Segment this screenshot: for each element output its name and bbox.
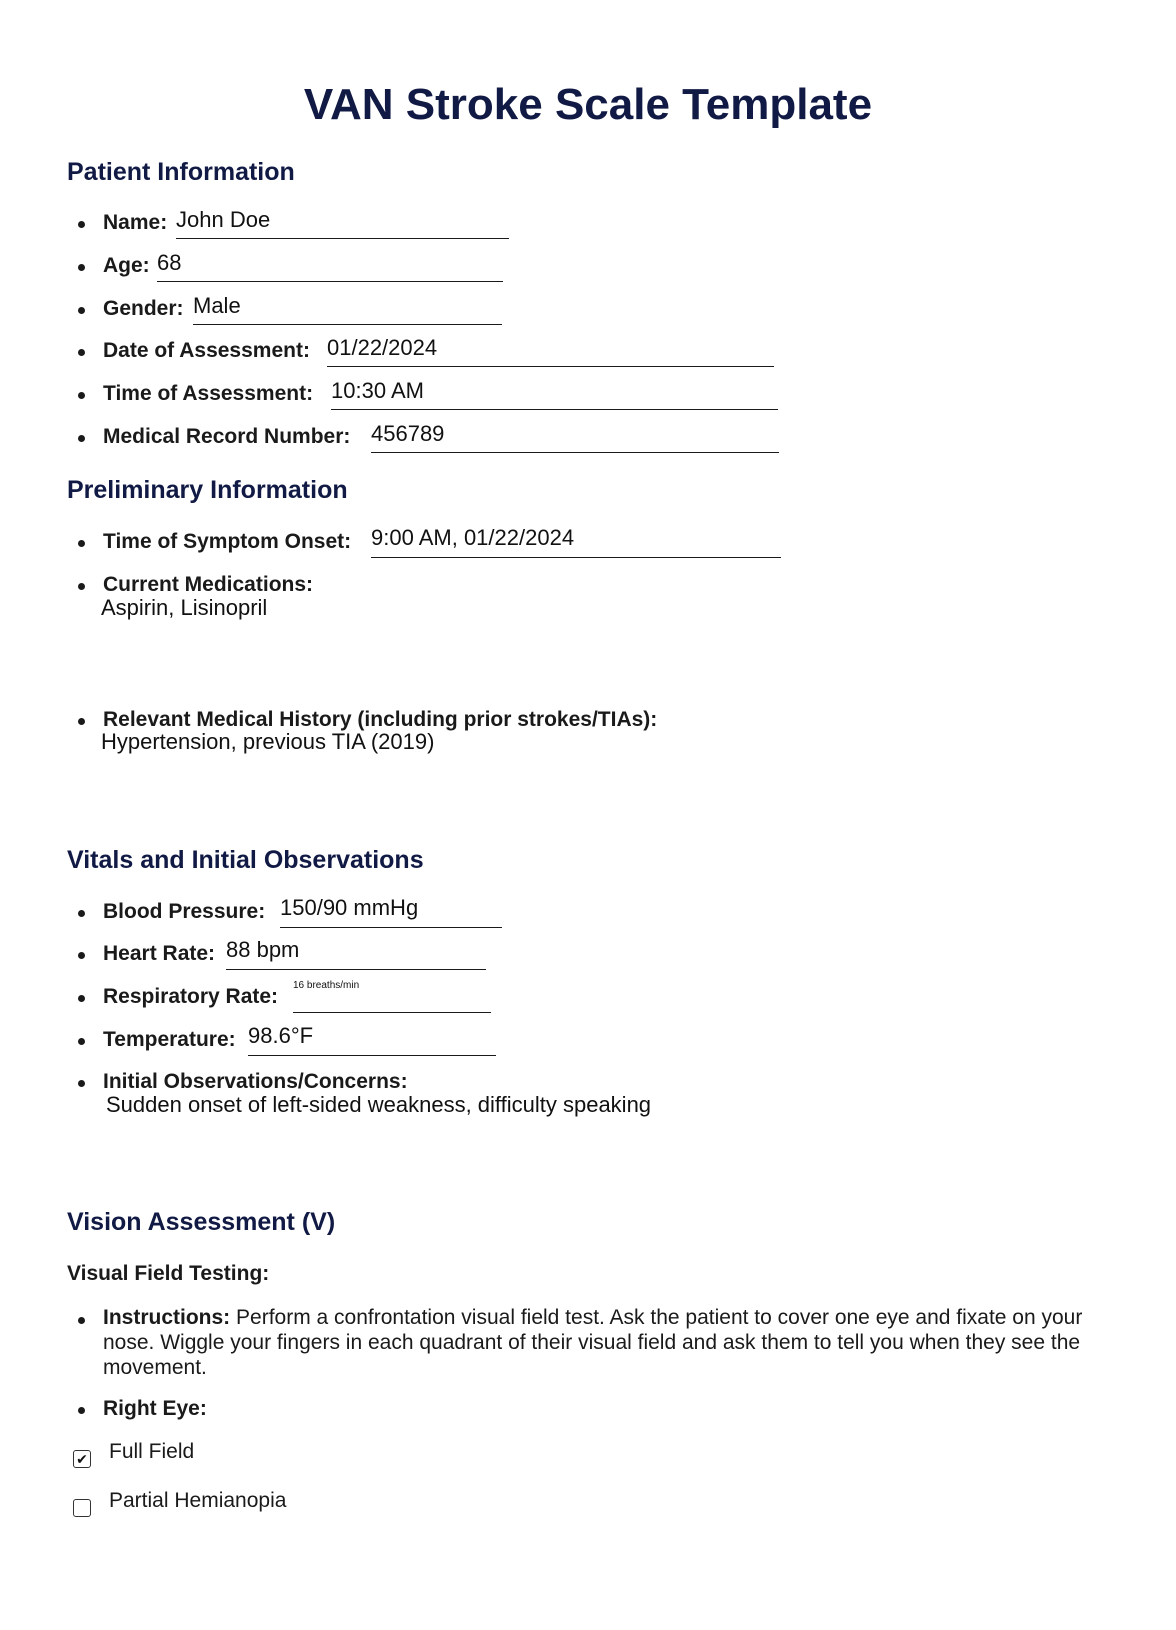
symptom-onset-field-value[interactable]: 9:00 AM, 01/22/2024 xyxy=(371,525,575,550)
medical-record-number-field-line[interactable] xyxy=(371,452,779,453)
bullet-icon xyxy=(78,435,85,442)
field-label: Gender: xyxy=(103,297,184,320)
respiratory-rate-field-value[interactable]: 16 breaths/min xyxy=(293,980,360,991)
medications-value[interactable]: Aspirin, Lisinopril xyxy=(101,595,268,620)
blood-pressure-field-line[interactable] xyxy=(280,927,502,928)
bullet-icon xyxy=(78,952,85,959)
heart-rate-field-line[interactable] xyxy=(226,969,486,970)
time-of-assessment-field-line[interactable] xyxy=(331,409,778,410)
bullet-icon xyxy=(78,1407,85,1414)
field-label: Relevant Medical History (including prior strokes/TIAs): xyxy=(103,708,658,731)
field-label: Medical Record Number: xyxy=(103,425,351,448)
field-label: Name: xyxy=(103,211,168,234)
field-label: Blood Pressure: xyxy=(103,900,266,923)
visual-field-testing-heading: Visual Field Testing: xyxy=(67,1262,270,1285)
section-heading-vision-assessment: Vision Assessment (V) xyxy=(67,1208,336,1236)
field-label: Respiratory Rate: xyxy=(103,985,279,1008)
bullet-icon xyxy=(78,1317,85,1324)
age-field-value[interactable]: 68 xyxy=(157,250,182,275)
temperature-field-value[interactable]: 98.6°F xyxy=(248,1023,314,1048)
bullet-icon xyxy=(78,392,85,399)
name-field-value[interactable]: John Doe xyxy=(176,207,271,232)
section-heading-vitals: Vitals and Initial Observations xyxy=(67,846,424,874)
partial-hemianopia-checkbox[interactable] xyxy=(73,1499,91,1517)
medical-history-value[interactable]: Hypertension, previous TIA (2019) xyxy=(101,729,435,754)
name-field-line[interactable] xyxy=(176,238,509,239)
blood-pressure-field-value[interactable]: 150/90 mmHg xyxy=(280,895,419,920)
section-heading-patient-information: Patient Information xyxy=(67,158,295,186)
section-heading-preliminary-information: Preliminary Information xyxy=(67,476,348,504)
bullet-icon xyxy=(78,1038,85,1045)
full-field-label: Full Field xyxy=(109,1440,195,1463)
bullet-icon xyxy=(78,583,85,590)
date-of-assessment-field-value[interactable]: 01/22/2024 xyxy=(327,335,438,360)
field-label: Temperature: xyxy=(103,1028,236,1051)
bullet-icon xyxy=(78,540,85,547)
field-label: Initial Observations/Concerns: xyxy=(103,1070,408,1093)
medical-record-number-field-value[interactable]: 456789 xyxy=(371,421,445,446)
bullet-icon xyxy=(78,349,85,356)
bullet-icon xyxy=(78,264,85,271)
field-label: Time of Symptom Onset: xyxy=(103,530,352,553)
symptom-onset-field-line[interactable] xyxy=(371,557,781,558)
instructions-text: Perform a confrontation visual field test. Ask the patient to cover one eye and fixate on your nose. Wiggle your fingers in each quadrant of their visual field and ask them to tell you when they see the movement. xyxy=(103,1306,1083,1379)
gender-field-value[interactable]: Male xyxy=(193,293,241,318)
respiratory-rate-field-line[interactable] xyxy=(293,1012,491,1013)
field-label: Current Medications: xyxy=(103,573,314,596)
field-label: Heart Rate: xyxy=(103,942,216,965)
instructions-paragraph xyxy=(103,1305,1103,1380)
time-of-assessment-field-value[interactable]: 10:30 AM xyxy=(331,378,424,403)
bullet-icon xyxy=(78,718,85,725)
page-title: VAN Stroke Scale Template xyxy=(303,80,873,129)
field-label: Date of Assessment: xyxy=(103,339,310,362)
gender-field-line[interactable] xyxy=(193,324,502,325)
bullet-icon xyxy=(78,995,85,1002)
field-label: Age: xyxy=(103,254,150,277)
heart-rate-field-value[interactable]: 88 bpm xyxy=(226,937,300,962)
partial-hemianopia-label: Partial Hemianopia xyxy=(109,1489,287,1512)
right-eye-label: Right Eye: xyxy=(103,1397,207,1420)
temperature-field-line[interactable] xyxy=(248,1055,496,1056)
instructions-label: Instructions: xyxy=(103,1306,231,1329)
age-field-line[interactable] xyxy=(157,281,503,282)
full-field-checkbox[interactable]: ✔ xyxy=(73,1450,91,1468)
bullet-icon xyxy=(78,910,85,917)
bullet-icon xyxy=(78,221,85,228)
observations-value[interactable]: Sudden onset of left-sided weakness, difficulty speaking xyxy=(106,1092,652,1117)
bullet-icon xyxy=(78,1080,85,1087)
date-of-assessment-field-line[interactable] xyxy=(327,366,774,367)
field-label: Time of Assessment: xyxy=(103,382,314,405)
bullet-icon xyxy=(78,307,85,314)
